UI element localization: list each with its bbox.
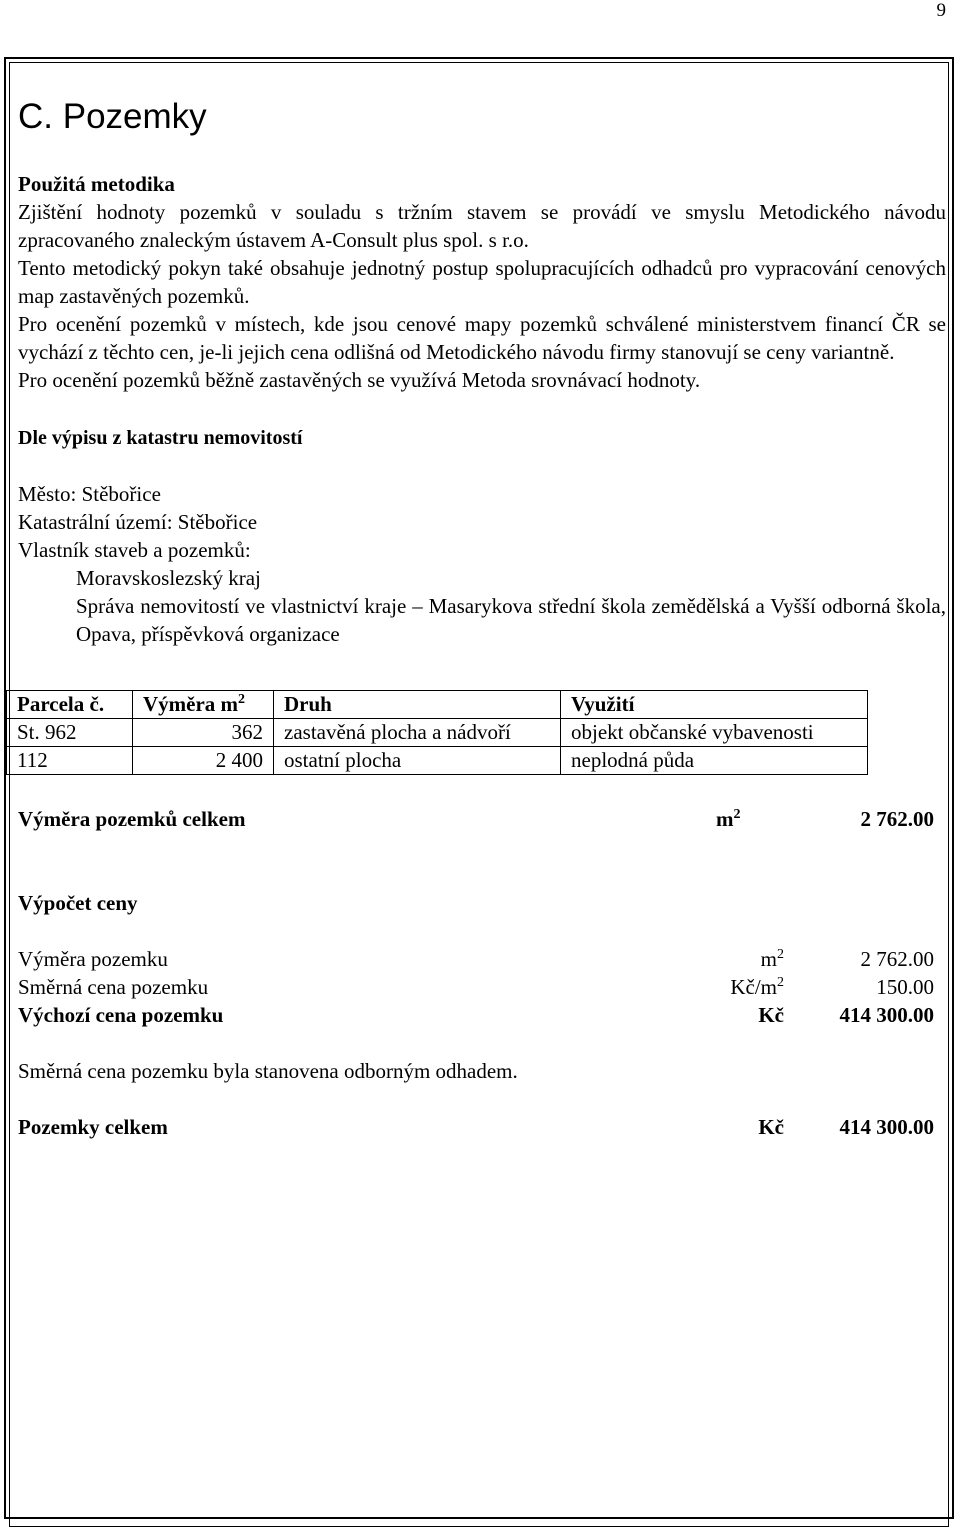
methodology-paragraph-2: Tento metodický pokyn také obsahuje jednotný postup spolupracujících odhadců pro vypracování cenových map zastavěných pozemků. [18, 256, 946, 308]
price-note: Směrná cena pozemku byla stanovena odborným odhadem. [18, 1059, 518, 1083]
price-row-unit-text: Kč/m [730, 975, 777, 999]
methodology-heading: Použitá metodika [18, 172, 175, 196]
price-row-label: Výměra pozemku [18, 947, 168, 971]
parcel-table [6, 690, 868, 775]
land-total-label: Pozemky celkem [18, 1115, 168, 1139]
cell-area: 362 [133, 719, 274, 747]
land-total-row [18, 1113, 946, 1141]
header-parcel: Parcela č. [7, 691, 133, 719]
price-calc-heading: Výpočet ceny [18, 891, 138, 915]
land-total-unit: Kč [758, 1115, 784, 1139]
price-row-label: Výchozí cena pozemku [18, 1003, 224, 1027]
total-area-label: Výměra pozemků celkem [18, 807, 246, 831]
price-row-unit [658, 973, 784, 1001]
price-row-value: 150.00 [876, 975, 934, 999]
owner-line-1: Moravskoslezský kraj [76, 566, 261, 590]
total-area-row [18, 805, 946, 833]
cadastre-city: Město: Stěbořice [18, 482, 161, 506]
owner-label: Vlastník staveb a pozemků: [18, 538, 251, 562]
cell-type: ostatní plocha [274, 747, 561, 775]
header-area-label: Výměra m [143, 692, 239, 716]
header-area-sup: 2 [238, 692, 246, 707]
header-use: Využití [561, 691, 868, 719]
header-area [133, 691, 274, 719]
page-title: C. Pozemky [18, 97, 207, 136]
total-area-value: 2 762.00 [860, 807, 934, 831]
price-row-unit: Kč [758, 1003, 784, 1027]
cell-type: zastavěná plocha a nádvoří [274, 719, 561, 747]
cell-area: 2 400 [133, 747, 274, 775]
land-total-value: 414 300.00 [839, 1115, 934, 1139]
price-row-unit [658, 945, 784, 973]
price-row-value: 2 762.00 [860, 947, 934, 971]
cadastre-heading: Dle výpisu z katastru nemovitostí [18, 427, 303, 449]
methodology-paragraph-1: Zjištění hodnoty pozemků v souladu s tržním stavem se provádí ve smyslu Metodického návodu zpracovaného znaleckým ústavem A-Consult plus spol. s r.o. [18, 200, 946, 252]
cadastre-area: Katastrální území: Stěbořice [18, 510, 258, 534]
price-row-value: 414 300.00 [839, 1003, 934, 1027]
price-row-unit-sup: 2 [777, 975, 784, 990]
cell-use: neplodná půda [561, 747, 868, 775]
total-area-unit-sup: 2 [733, 807, 741, 822]
table-row [7, 747, 868, 775]
cell-parcel: 112 [7, 747, 133, 775]
header-type: Druh [274, 691, 561, 719]
price-row-unit-sup: 2 [777, 947, 784, 962]
document-content [18, 95, 946, 1141]
cell-use: objekt občanské vybavenosti [561, 719, 868, 747]
page-number: 9 [936, 0, 946, 21]
methodology-paragraph-3: Pro ocenění pozemků v místech, kde jsou cenové mapy pozemků schválené ministerstvem financí ČR se vychází z těchto cen, je-li jejich cena odlišná od Metodického návodu firmy stanovují se ceny variantně. [18, 312, 946, 364]
price-row-base-price [18, 1001, 946, 1029]
price-row-label: Směrná cena pozemku [18, 975, 209, 999]
total-area-unit-text: m [716, 807, 734, 831]
total-area-unit [658, 805, 784, 833]
owner-line-2: Správa nemovitostí ve vlastnictví kraje – Masarykova střední škola zemědělská a Vyšší odborná škola, Opava, příspěvková organizace [76, 594, 946, 646]
cell-parcel: St. 962 [7, 719, 133, 747]
methodology-paragraph-4: Pro ocenění pozemků běžně zastavěných se využívá Metoda srovnávací hodnoty. [18, 368, 701, 392]
price-row-area [18, 945, 946, 973]
parcel-table-header [7, 691, 868, 719]
price-row-unit-text: m [760, 947, 777, 971]
price-row-unit-price [18, 973, 946, 1001]
table-row [7, 719, 868, 747]
